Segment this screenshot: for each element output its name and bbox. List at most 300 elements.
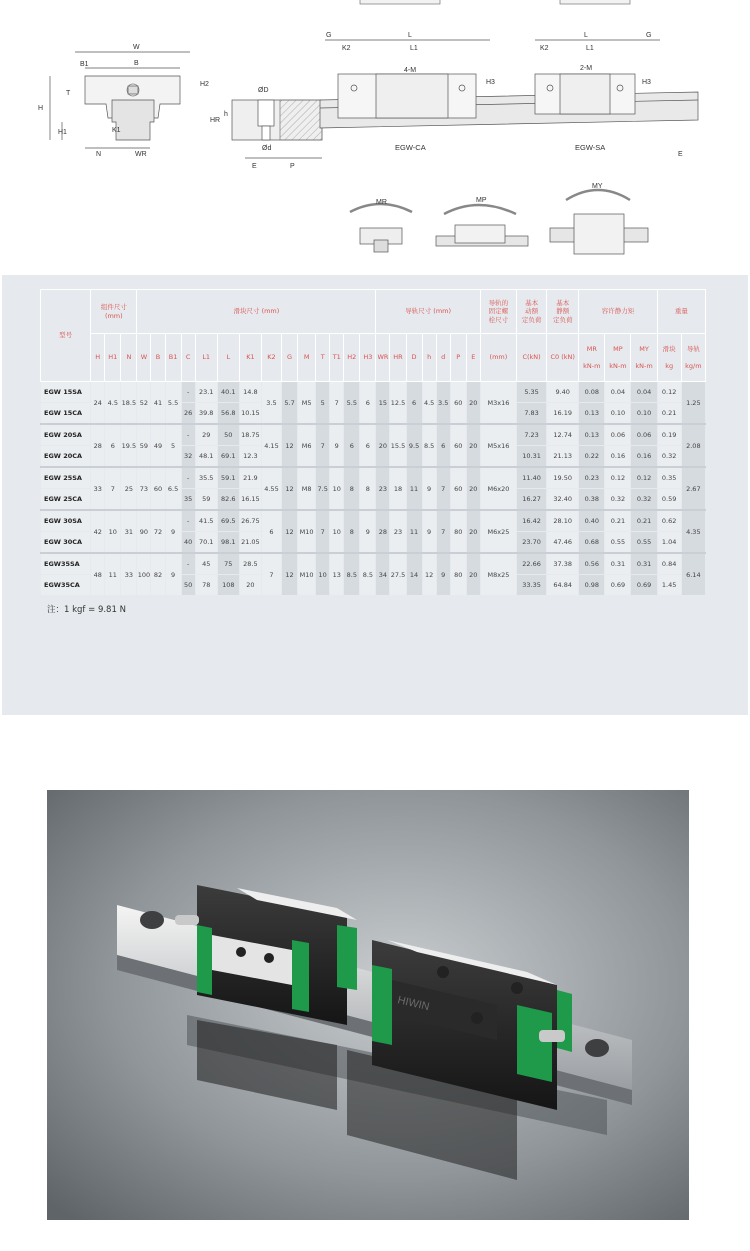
table-cell: 21.13	[547, 446, 579, 468]
green-end-seal	[292, 940, 309, 1012]
table-cell: 34	[376, 553, 390, 596]
table-cell: 37.38	[547, 553, 579, 575]
label-egw-ca: EGW-CA	[395, 143, 426, 152]
green-end-seal	[372, 965, 392, 1045]
th-col: W	[137, 334, 151, 382]
table-cell: 8.5	[360, 553, 376, 596]
table-cell: 78	[195, 575, 217, 596]
table-cell: 23.1	[195, 382, 217, 403]
th-col: P	[450, 334, 466, 382]
table-cell: 48	[91, 553, 105, 596]
table-cell: 7	[436, 510, 450, 553]
table-cell: 9	[165, 510, 181, 553]
model-name: EGW35CA	[41, 575, 91, 596]
th-block-weight-label: 滑块	[662, 345, 676, 354]
table-cell: 50	[181, 575, 195, 596]
table-cell: 7	[330, 382, 344, 425]
table-cell: 9.5	[406, 424, 422, 467]
table-cell: 49	[151, 424, 165, 467]
table-cell: 23	[376, 467, 390, 510]
block-logo-text: HIWIN	[396, 994, 431, 1014]
table-cell: 12	[282, 510, 298, 553]
th-assembly: 组件尺寸 (mm)	[91, 290, 137, 334]
table-cell: 0.32	[605, 489, 631, 511]
th-block: 滑块尺寸 (mm)	[137, 290, 376, 334]
table-cell: M5	[298, 382, 316, 425]
table-cell: 12.74	[547, 424, 579, 446]
table-cell: 0.06	[631, 424, 657, 446]
table-cell: 12.5	[390, 382, 406, 425]
table-cell: 50	[217, 424, 239, 446]
table-cell: 0.13	[579, 424, 605, 446]
table-cell: 6	[360, 424, 376, 467]
table-cell: 1.04	[657, 532, 681, 554]
table-cell: 2.67	[681, 467, 705, 510]
table-cell: 29	[195, 424, 217, 446]
table-cell: 12	[422, 553, 436, 596]
table-cell: M10	[298, 510, 316, 553]
table-cell: 0.55	[605, 532, 631, 554]
model-name: EGW 15CA	[41, 403, 91, 425]
table-cell: 60	[450, 467, 466, 510]
table-cell: 35.5	[195, 467, 217, 489]
table-cell: 12	[282, 553, 298, 596]
green-end-seal	[517, 1005, 552, 1082]
table-cell: 59.1	[217, 467, 239, 489]
table-cell: 11	[406, 467, 422, 510]
th-col: HR	[390, 334, 406, 382]
table-cell: 0.04	[605, 382, 631, 403]
table-cell: 21.05	[239, 532, 261, 554]
table-cell: 7.83	[517, 403, 547, 425]
table-cell: 42	[91, 510, 105, 553]
dim-label: ØD	[258, 87, 269, 94]
table-cell: 19.50	[547, 467, 579, 489]
th-col: B	[151, 334, 165, 382]
table-cell: 0.59	[657, 489, 681, 511]
dim-label: G	[326, 32, 332, 39]
table-cell: 18	[390, 467, 406, 510]
th-bolt-unit: (mm)	[480, 334, 516, 382]
th-col: H2	[344, 334, 360, 382]
table-cell: 26.75	[239, 510, 261, 532]
table-cell: 6	[360, 382, 376, 425]
dim-label: N	[96, 151, 102, 158]
technical-drawings	[0, 0, 750, 275]
table-cell: 8.5	[344, 553, 360, 596]
table-cell: 14.8	[239, 382, 261, 403]
table-cell: 10	[316, 553, 330, 596]
table-cell: 59	[195, 489, 217, 511]
table-cell: 4.5	[422, 382, 436, 425]
th-col: L	[217, 334, 239, 382]
table-cell: 59	[137, 424, 151, 467]
cropped-drawing-right	[560, 0, 630, 4]
table-cell: 0.31	[631, 553, 657, 575]
table-row	[41, 510, 706, 532]
table-cell: 75	[217, 553, 239, 575]
table-cell: 5.5	[344, 382, 360, 425]
table-cell: 9	[165, 553, 181, 596]
product-photo	[47, 790, 689, 1220]
th-col: H3	[360, 334, 376, 382]
side-view-drawing	[320, 32, 698, 158]
th-rail: 导轨尺寸 (mm)	[376, 290, 480, 334]
table-row	[41, 382, 706, 403]
dim-label: H3	[642, 79, 651, 86]
table-cell: 0.21	[657, 403, 681, 425]
model-name: EGW 20CA	[41, 446, 91, 468]
dim-label: K1	[112, 127, 121, 134]
table-cell: 0.56	[579, 553, 605, 575]
table-cell: 15	[376, 382, 390, 425]
th-dyn-unit: C(kN)	[517, 334, 547, 382]
model-name: EGW 30CA	[41, 532, 91, 554]
th-bolt: 导轨的 固定螺 栓尺寸	[480, 290, 516, 334]
table-cell: 5	[165, 424, 181, 467]
table-cell: 1.45	[657, 575, 681, 596]
table-cell: 20	[466, 510, 480, 553]
table-cell: 7	[261, 553, 281, 596]
table-cell: 40.1	[217, 382, 239, 403]
table-cell: 0.19	[657, 424, 681, 446]
rail-mount-hole	[140, 911, 164, 929]
table-cell: 0.62	[657, 510, 681, 532]
table-cell: 9	[330, 424, 344, 467]
table-cell: 8.5	[422, 424, 436, 467]
table-cell: 12.3	[239, 446, 261, 468]
table-cell: 32	[181, 446, 195, 468]
table-cell: 9	[360, 510, 376, 553]
table-cell: M5x16	[480, 424, 516, 467]
dim-label: H	[38, 105, 44, 112]
table-cell: 32.40	[547, 489, 579, 511]
th-mp	[605, 334, 631, 382]
dim-label: HR	[210, 117, 221, 124]
table-cell: 0.21	[605, 510, 631, 532]
table-cell: 73	[137, 467, 151, 510]
table-cell: -	[181, 382, 195, 403]
table-cell: 12	[282, 424, 298, 467]
table-cell: 23.70	[517, 532, 547, 554]
th-weight: 重量	[657, 290, 705, 334]
table-cell: 82	[151, 553, 165, 596]
green-end-seal	[197, 925, 212, 995]
th-col: T1	[330, 334, 344, 382]
table-cell: 0.38	[579, 489, 605, 511]
table-cell: 20	[466, 467, 480, 510]
table-cell: 22.66	[517, 553, 547, 575]
table-cell: 52	[137, 382, 151, 425]
th-col: G	[282, 334, 298, 382]
th-col: T	[316, 334, 330, 382]
model-name: EGW 20SA	[41, 424, 91, 446]
th-mr-unit: kN-m	[583, 361, 601, 370]
table-cell: 69.1	[217, 446, 239, 468]
table-cell: 11	[406, 510, 422, 553]
table-cell: 0.08	[579, 382, 605, 403]
table-cell: 41.5	[195, 510, 217, 532]
table-cell: 48.1	[195, 446, 217, 468]
table-cell: 0.69	[605, 575, 631, 596]
table-cell: 28	[376, 510, 390, 553]
table-cell: 33	[121, 553, 137, 596]
table-cell: -	[181, 424, 195, 446]
dim-label: K2	[342, 45, 351, 52]
table-cell: 33.35	[517, 575, 547, 596]
table-cell: 0.35	[657, 467, 681, 489]
grease-nipple	[539, 1030, 565, 1042]
table-cell: 4.35	[681, 510, 705, 553]
table-cell: 21.9	[239, 467, 261, 489]
th-my	[631, 334, 657, 382]
table-cell: 108	[217, 575, 239, 596]
table-cell: 69.5	[217, 510, 239, 532]
table-row	[41, 553, 706, 575]
model-name: EGW 25SA	[41, 467, 91, 489]
spec-table-body	[41, 382, 706, 596]
table-cell: 10	[330, 467, 344, 510]
th-dynamic: 基本 动额 定负荷	[517, 290, 547, 334]
table-row	[41, 467, 706, 489]
table-cell: 80	[450, 510, 466, 553]
table-cell: 4.5	[105, 382, 121, 425]
table-cell: 6	[436, 424, 450, 467]
th-col: K2	[261, 334, 281, 382]
table-cell: 20	[466, 424, 480, 467]
table-cell: 24	[91, 382, 105, 425]
table-cell: 7	[105, 467, 121, 510]
table-cell: 27.5	[390, 553, 406, 596]
table-cell: 10	[330, 510, 344, 553]
dim-label: E	[678, 151, 683, 158]
th-mp-unit: kN-m	[609, 361, 627, 370]
table-cell: 7.5	[316, 467, 330, 510]
dim-label: 4-M	[404, 67, 417, 74]
dim-label: L	[584, 32, 588, 39]
table-cell: 6	[105, 424, 121, 467]
front-view-drawing	[38, 44, 209, 158]
table-cell: 20	[466, 553, 480, 596]
table-cell: 33	[91, 467, 105, 510]
table-cell: 56.8	[217, 403, 239, 425]
dim-label: K2	[540, 45, 549, 52]
model-name: EGW 25CA	[41, 489, 91, 511]
label-egw-sa: EGW-SA	[575, 143, 606, 152]
table-cell: 3.5	[436, 382, 450, 425]
th-col: WR	[376, 334, 390, 382]
table-cell: 45	[195, 553, 217, 575]
dim-label: Ød	[262, 145, 272, 152]
table-cell: 26	[181, 403, 195, 425]
dim-label: L	[408, 32, 412, 39]
table-cell: 60	[450, 382, 466, 425]
table-cell: 0.32	[631, 489, 657, 511]
table-cell: 40	[181, 532, 195, 554]
model-name: EGW35SA	[41, 553, 91, 575]
table-cell: 9	[436, 553, 450, 596]
table-cell: 15.5	[390, 424, 406, 467]
rail-mount-hole	[585, 1039, 609, 1057]
table-cell: 18.75	[239, 424, 261, 446]
moment-diagrams	[350, 183, 648, 254]
table-cell: 6.5	[165, 467, 181, 510]
table-cell: 8	[360, 467, 376, 510]
table-cell: 0.22	[579, 446, 605, 468]
table-cell: 20	[239, 575, 261, 596]
table-cell: 4.55	[261, 467, 281, 510]
table-cell: 0.84	[657, 553, 681, 575]
table-cell: 6	[406, 382, 422, 425]
spec-table	[40, 289, 706, 596]
th-col: M	[298, 334, 316, 382]
table-cell: M3x16	[480, 382, 516, 425]
table-cell: 9.40	[547, 382, 579, 403]
table-cell: 28.10	[547, 510, 579, 532]
table-cell: 100	[137, 553, 151, 596]
table-cell: 0.23	[579, 467, 605, 489]
table-cell: 28.5	[239, 553, 261, 575]
rail-section-drawing	[210, 87, 322, 170]
table-cell: 0.06	[605, 424, 631, 446]
table-cell: 41	[151, 382, 165, 425]
th-model: 型号	[41, 290, 91, 382]
table-cell: 2.08	[681, 424, 705, 467]
table-cell: 0.10	[605, 403, 631, 425]
dim-label: B	[134, 60, 139, 67]
table-cell: 6.14	[681, 553, 705, 596]
table-cell: 9	[422, 467, 436, 510]
th-rail-weight	[681, 334, 705, 382]
table-cell: 12	[282, 467, 298, 510]
table-cell: 0.55	[631, 532, 657, 554]
table-row	[41, 424, 706, 446]
table-cell: 10.15	[239, 403, 261, 425]
dim-label: H2	[200, 81, 209, 88]
th-col: H1	[105, 334, 121, 382]
table-cell: 9	[422, 510, 436, 553]
dim-label: H3	[486, 79, 495, 86]
moment-label: MP	[476, 197, 487, 204]
table-cell: 8	[344, 510, 360, 553]
table-cell: 10	[105, 510, 121, 553]
dim-label: T	[66, 90, 71, 97]
table-cell: 19.5	[121, 424, 137, 467]
table-cell: 0.16	[631, 446, 657, 468]
th-my-label: MY	[639, 345, 649, 354]
table-cell: 7.23	[517, 424, 547, 446]
table-cell: 0.68	[579, 532, 605, 554]
dim-label: G	[646, 32, 652, 39]
th-mr-label: MR	[586, 345, 597, 354]
table-cell: 16.42	[517, 510, 547, 532]
table-cell: 60	[450, 424, 466, 467]
table-cell: 70.1	[195, 532, 217, 554]
table-cell: 20	[466, 382, 480, 425]
dim-label: WR	[135, 151, 147, 158]
table-cell: 0.16	[605, 446, 631, 468]
table-cell: 0.40	[579, 510, 605, 532]
dim-label: B1	[80, 61, 89, 68]
model-name: EGW 30SA	[41, 510, 91, 532]
table-cell: 5.5	[165, 382, 181, 425]
th-block-weight	[657, 334, 681, 382]
table-cell: -	[181, 467, 195, 489]
dim-label: h	[224, 111, 228, 118]
table-cell: 18.5	[121, 382, 137, 425]
th-stat-unit: C0 (kN)	[547, 334, 579, 382]
table-cell: M8	[298, 467, 316, 510]
table-cell: 0.69	[631, 575, 657, 596]
table-cell: 5.7	[282, 382, 298, 425]
table-cell: 0.13	[579, 403, 605, 425]
table-cell: 14	[406, 553, 422, 596]
table-cell: 0.12	[657, 382, 681, 403]
th-mp-label: MP	[613, 345, 623, 354]
table-cell: 3.5	[261, 382, 281, 425]
table-cell: 72	[151, 510, 165, 553]
dim-label: L1	[410, 45, 418, 52]
grease-nipple	[175, 915, 199, 925]
table-cell: 82.6	[217, 489, 239, 511]
th-mr	[579, 334, 605, 382]
th-col: B1	[165, 334, 181, 382]
table-cell: 25	[121, 467, 137, 510]
table-cell: 11.40	[517, 467, 547, 489]
table-cell: 16.19	[547, 403, 579, 425]
spec-panel	[2, 275, 748, 715]
table-cell: 0.10	[631, 403, 657, 425]
table-cell: M6	[298, 424, 316, 467]
table-cell: 0.31	[605, 553, 631, 575]
table-cell: 16.15	[239, 489, 261, 511]
th-col: D	[406, 334, 422, 382]
dim-label: W	[133, 44, 140, 51]
table-cell: 1.25	[681, 382, 705, 425]
table-cell: 31	[121, 510, 137, 553]
table-cell: 28	[91, 424, 105, 467]
table-cell: 90	[137, 510, 151, 553]
table-cell: 11	[105, 553, 121, 596]
table-cell: 60	[151, 467, 165, 510]
dim-label: L1	[586, 45, 594, 52]
table-cell: M6x20	[480, 467, 516, 510]
th-rail-weight-label: 导轨	[686, 345, 700, 354]
table-cell: 98.1	[217, 532, 239, 554]
table-cell: 35	[181, 489, 195, 511]
table-cell: 4.15	[261, 424, 281, 467]
th-col: N	[121, 334, 137, 382]
dim-label: 2-M	[580, 65, 593, 72]
green-end-seal	[337, 925, 357, 990]
moment-label: MR	[376, 199, 387, 206]
th-rail-weight-unit: kg/m	[685, 361, 702, 370]
table-cell: M6x25	[480, 510, 516, 553]
table-cell: 47.46	[547, 532, 579, 554]
table-cell: 13	[330, 553, 344, 596]
th-moment: 容许静力矩	[579, 290, 657, 334]
table-cell: M8x25	[480, 553, 516, 596]
table-cell: 8	[344, 467, 360, 510]
table-cell: 0.32	[657, 446, 681, 468]
table-cell: 23	[390, 510, 406, 553]
dim-label: E	[252, 163, 257, 170]
table-cell: -	[181, 510, 195, 532]
table-cell: 7	[316, 424, 330, 467]
table-cell: M10	[298, 553, 316, 596]
table-cell: 0.21	[631, 510, 657, 532]
table-cell: 39.8	[195, 403, 217, 425]
